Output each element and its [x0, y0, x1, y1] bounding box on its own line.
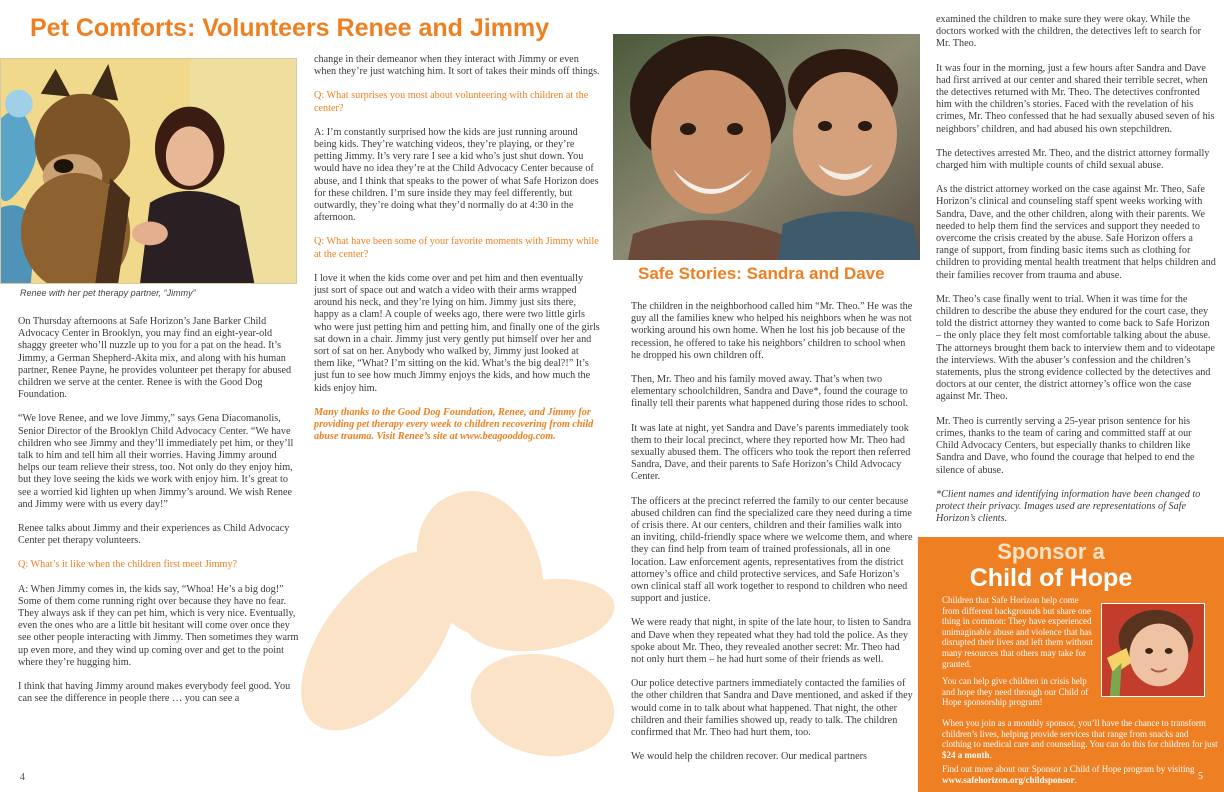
page-number-left: 4	[20, 772, 25, 783]
article-paragraph: Renee talks about Jimmy and their experiences as Child Advocacy Center pet therapy volunteers.	[18, 523, 290, 547]
sponsor-details-text: When you join as a monthly sponsor, you’ll have the chance to transform children’s lives, helping provide services that range from snacks and clothing to medical care and counseling. You can do this for children for just	[942, 718, 1218, 750]
interview-answer: A: When Jimmy comes in, the kids say, “Whoa! He’s a big dog!” Some of them come running right over because they have no fear. They always ask if they can pet him, which is very nice. Eventually, even the ones who are a little bit hesitant will come over once they see other people interacting with Jimmy. Then sometimes they warm up even more, and they wind up coming over and get to the point where they’re hugging him.	[18, 583, 299, 668]
article-paragraph: The detectives arrested Mr. Theo, and the district attorney formally charged him with multiple counts of child sexual abuse.	[936, 147, 1210, 172]
article-title: Safe Stories: Sandra and Dave	[638, 264, 885, 283]
sponsor-heading-1: Sponsor a	[997, 539, 1105, 564]
article-paragraph: On Thursday afternoons at Safe Horizon’s Jane Barker Child Advocacy Center in Brooklyn, you may find an eight-year-old shaggy greeter who’ll nuzzle up to you for a pat on the head. It’s Jimmy, a German Shepherd-Akita mix, and along with his human partner, Renee Payne, he provides volunteer pet therapy for abused children we serve at the center. Renee is with the Good Dog Foundation.	[18, 316, 292, 401]
interview-answer: I love it when the kids come over and pet him and then eventually just sort of space out and watch a video with their arms wrapped around his neck, and they’re lying on him. Jimmy just sits there, happy as a clam! A couple of weeks ago, there were two little girls who were just petting him and petting him, and finally one of the girls sat down in a chair. Jimmy just very gently put himself over her and sort of sat on her. Anybody who walked by, Jimmy just looked at them like, “What? I’m sitting on the kid. What’s the big deal?!” It’s just fun to see how much Jimmy enjoys the kids, and how much the kids enjoy him.	[314, 272, 600, 394]
sponsor-heading-2: Child of Hope	[969, 564, 1133, 592]
sponsor-intro: Children that Safe Horizon help come from different backgrounds but share one thing in common: They have experienced unimaginable abuse and violence that has disrupted their lives and left them without many resources that others may take for granted.	[942, 595, 1093, 669]
article-paragraph: I think that having Jimmy around makes everybody feel good. You can see the difference in people there … you can see a	[18, 681, 291, 705]
sponsor-more-info: Find out more about our Sponsor a Child of Hope program by visiting www.safehorizon.org/childsponsor.	[942, 764, 1195, 785]
sponsor-details: When you join as a monthly sponsor, you’ll have the chance to transform children’s lives, helping provide services that range from snacks and clothing to medical care and counseling. You can do this for children for just $24 a month.	[942, 718, 1218, 760]
photo-caption: Renee with her pet therapy partner, “Jimmy”	[20, 288, 196, 298]
article-paragraph: It was late at night, yet Sandra and Dave’s parents immediately took them to their local precinct, where they reported how Mr. Theo had sexually abused them. The officers who took the report then referred Sandra, Dave, and their parents to Safe Horizon’s Child Advocacy Center.	[631, 422, 911, 483]
article-paragraph: Our police detective partners immediately contacted the families of the other children that Sandra and Dave mentioned, and asked if they would come in to talk about what happened. That night, the other children and their families showed up, ready to talk. The children confirmed that Mr. Theo had hurt them, too.	[631, 678, 913, 739]
article-paragraph: It was four in the morning, just a few hours after Sandra and Dave had first arrived at our center and shared their terrible secret, when the detectives returned with Mr. Theo. The detectives confronted him with the children’s stories. Faced with the revelation of his crimes, Mr. Theo confessed that he had sexually abused seven of his neighbors’ children, and had abused his own stepchildren.	[936, 62, 1215, 135]
article-paragraph: change in their demeanor when they interact with Jimmy or even when they’re just watching him. It sort of takes their minds off things.	[314, 54, 600, 78]
sponsor-more-text: Find out more about our Sponsor a Child of Hope program by visiting	[942, 764, 1195, 774]
sponsor-price: $24 a month	[942, 749, 990, 760]
article-paragraph: Then, Mr. Theo and his family moved away. That’s when two elementary schoolchildren, Sandra and Dave*, found the courage to finally tell their parents what happened during those rides to school.	[631, 374, 908, 410]
article-paragraph: “We love Renee, and we love Jimmy,” says Gena Diacomanolis, Senior Director of the Brooklyn Child Advocacy Center. “We have children who see Jimmy and they’ll immediately pet him, or they’ll talk to him and tell him all their worries. Having Jimmy around helps our team relieve their stress, too. Not only do they enjoy him, but they love seeing the kids we work with enjoy him. It’s great to see a worried kid lighten up when Jimmy’s around. We wish Renee and Jimmy were with us every day!”	[18, 413, 294, 510]
article-paragraph: We were ready that night, in spite of the late hour, to listen to Sandra and Dave when they repeated what they had told the police. As they spoke about Mr. Theo, they revealed another secret: Mr. Theo had not only hurt them – he had hurt some of their friends as well.	[631, 617, 911, 666]
sponsor-url-link[interactable]: www.safehorizon.org/childsponsor	[942, 774, 1075, 785]
sponsor-box	[918, 537, 1224, 792]
interview-question: Q: What have been some of your favorite moments with Jimmy while at the center?	[314, 236, 599, 260]
privacy-note: *Client names and identifying information have been changed to protect their privacy. Images used are representations of Safe Horizon’s clients.	[936, 488, 1201, 525]
article-paragraph: The officers at the precinct referred the family to our center because abused children can find the specialized care they need during a time of crisis there. At our centers, children and their families walk into an inviting, child-friendly space where we welcome them, and where they can find help from team of trained professionals, all in one location. Law enforcement agents, representatives from the district attorney’s office and child protective services, and Safe Horizon’s own clinical staff all work together to respond to children who need support and justice.	[631, 495, 913, 605]
article-paragraph: Mr. Theo is currently serving a 25-year prison sentence for his crimes, thanks to the team of caring and committed staff at our Child Advocacy Centers, but especially thanks to children like Sandra and Dave, who found the courage that helped to end the silence of abuse.	[936, 415, 1195, 476]
left-column-1	[18, 316, 300, 717]
article-paragraph: Mr. Theo’s case finally went to trial. When it was time for the children to describe the abuse they endured for the court case, they told the district attorney they wanted to come back to Safe Horizon – the only place they felt most comfortable talking about the abuse. The attorneys brought them back to interview them and to videotape the interviews. With the abuser’s confession and the children’s statements, plus the strong evidence collected by the detectives and doctors at our center, the district attorney’s office won the case against Mr. Theo.	[936, 293, 1215, 403]
left-column-2	[314, 54, 600, 455]
children-photo	[613, 34, 920, 260]
article-paragraph: examined the children to make sure they were okay. While the doctors worked with the children, the detectives left to search for Mr. Theo.	[936, 14, 1202, 50]
article-paragraph: We would help the children recover. Our medical partners	[631, 751, 867, 763]
article-paragraph: The children in the neighborhood called him “Mr. Theo.” He was the guy all the families knew who helped his neighbors when he was not working around his own home. When he lost his job because of the recession, he offered to take his neighbors’ children to school when he dropped his own children off.	[631, 301, 913, 361]
renee-jimmy-photo	[0, 58, 297, 284]
decorative-petal	[461, 641, 624, 769]
interview-answer: A: I’m constantly surprised how the kids are just running around being kids. They’re watching videos, they’re playing, or they’re petting Jimmy. It’s very rare I see a kid who’s just shut down. You would have no idea they’re at the Child Advocacy Center because of abuse, and I think that speaks to the power of what Safe Horizon does for these children. I’m sure inside they may feel differently, but outwardly, they’re doing what they’d normally do at 4:30 in the afternoon.	[314, 126, 599, 224]
sponsor-callout: You can help give children in crisis help and hope they need through our Child of Hope sponsorship program!	[942, 676, 1089, 708]
thanks-note: Many thanks to the Good Dog Foundation, Renee, and Jimmy for providing pet therapy every week to children recovering from child abuse trauma. Visit Renee’s site at www.beagooddog.com.	[314, 406, 594, 443]
right-column-1	[631, 301, 913, 776]
interview-question: Q: What’s it like when the children first meet Jimmy?	[18, 559, 238, 571]
article-paragraph: As the district attorney worked on the case against Mr. Theo, Safe Horizon’s clinical and counseling staff spent weeks working with Sandra, Dave, and the other children, along with their parents. We needed to help them find the services and support they needed to overcome the crisis created by the abuse. Safe Horizon offers a range of support, from finding basic items such as clothing for children to providing mental health treatment that helps children and their families recover from trauma and abuse.	[936, 184, 1216, 281]
child-photo	[1101, 603, 1205, 697]
interview-question: Q: What surprises you most about volunteering with children at the center?	[314, 90, 589, 114]
page-title: Pet Comforts: Volunteers Renee and Jimmy	[30, 14, 550, 42]
right-column-2	[936, 14, 1216, 537]
page-number-right: 5	[1198, 771, 1203, 782]
